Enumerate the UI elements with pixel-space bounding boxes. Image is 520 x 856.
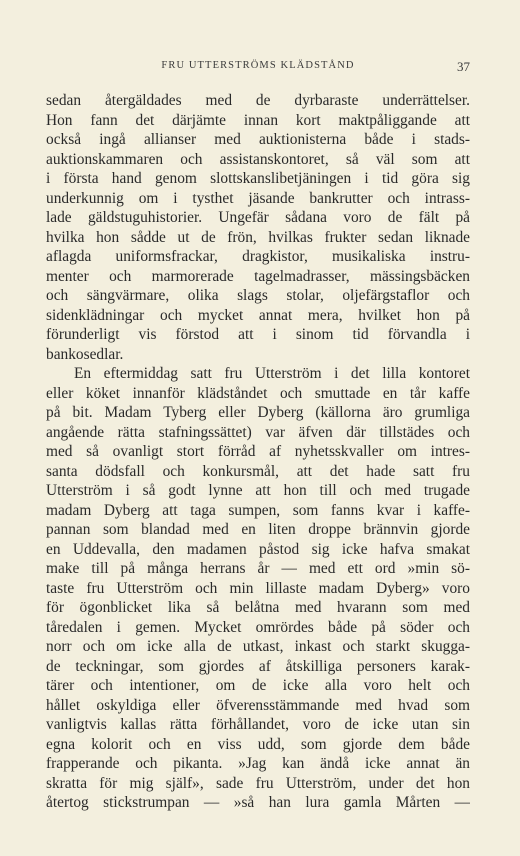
text-line: madam Dyberg att taga sumpen, som fanns kvar i kaffe- [46, 501, 470, 519]
text-line: bankosedlar. [46, 345, 124, 363]
text-line: återtog stickstrumpan — »så han lura gamla Mårten — [46, 794, 470, 811]
running-header [46, 60, 470, 76]
text-line: menter och marmorerade tagelmadrasser, mässingsbäcken [46, 267, 470, 285]
running-title: FRU UTTERSTRÖMS KLÄDSTÅND [161, 60, 355, 71]
text-line: förunderligt vis förstod att i sinom tid förvandla i [46, 326, 470, 343]
text-line: make till på många herrans år — med ett ord »min sö- [46, 560, 470, 577]
text-line: underkunnig om i tysthet jäsande bankrutter och intrass- [46, 189, 470, 207]
text-line: eller köket innanför klädståndet och smuttade en tår kaffe [46, 384, 470, 402]
page-number: 37 [457, 59, 470, 74]
text-line: en Uddevalla, den madamen påstod sig icke hafva smakat [46, 540, 470, 558]
text-line: tåredalen i gemen. Mycket omrördes både på söder och [46, 618, 470, 636]
text-line: sedan återgäldades med de dyrbaraste underrättelser. [46, 92, 470, 109]
text-line: sidenklädningar och mycket annat mera, hvilket hon på [46, 306, 470, 324]
text-line: En eftermiddag satt fru Utterström i det lilla kontoret [74, 365, 470, 382]
text-line: frapperande och pikanta. »Jag kan ändå icke annat än [46, 755, 470, 772]
text-line: Hon fann det därjämte innan kort maktpåliggande att [46, 111, 470, 129]
text-line: angående rätta stafningssättet) var äfven där tillstädes och [46, 423, 470, 441]
text-line: också ingå allianser med auktionisterna både i stads- [46, 131, 470, 148]
text-line: norr och om icke alla de utkast, inkast och starkt skugga- [46, 638, 470, 655]
text-line: lade gäldstuguhistorier. Ungefär sådana voro de fält på [46, 209, 470, 226]
text-line: för ögonblicket lika så belåtna med hvarann som med [46, 599, 470, 616]
text-line: i första hand genom slottskanslibetjäningen i tid göra sig [46, 170, 470, 187]
text-line: tärer och intentioner, om de icke alla voro helt och [46, 677, 470, 694]
text-line: de teckningar, som gjordes af åtskilliga personers karak- [46, 657, 470, 675]
body-text [46, 91, 470, 813]
text-line: vanligtvis kallas rätta förhållandet, voro de icke utan sin [46, 716, 470, 733]
text-line: hållet oskyldiga eller öfverensstämmande med hvad som [46, 696, 470, 714]
text-line: med så ovanligt stort förråd af nyhetsskvaller om intres- [46, 443, 470, 460]
text-line: pannan som blandad med en liten droppe brännvin gjorde [46, 521, 470, 538]
text-line: santa dödsfall och konkursmål, att det hade satt fru [46, 462, 470, 480]
text-line: på bit. Madam Tyberg eller Dyberg (källorna äro grumliga [46, 404, 470, 421]
text-line: taste fru Utterström och min lillaste madam Dyberg» voro [46, 579, 470, 597]
text-line: auktionskammaren och assistanskontoret, så väl som att [46, 150, 470, 168]
text-line: hvilka hon sådde ut de frön, hvilkas frukter sedan liknade [46, 228, 470, 246]
text-line: och sängvärmare, olika slags stolar, oljefärgstaflor och [46, 287, 470, 304]
text-line: aflagda uniformsfrackar, dragkistor, musikaliska instru- [46, 248, 470, 265]
text-line: skratta för mig själf», sade fru Utterström, under det hon [46, 774, 470, 792]
text-line: Utterström i så godt lynne att hon till och med trugade [46, 482, 470, 499]
text-line: egna kolorit och en viss udd, som gjorde dem både [46, 735, 470, 753]
